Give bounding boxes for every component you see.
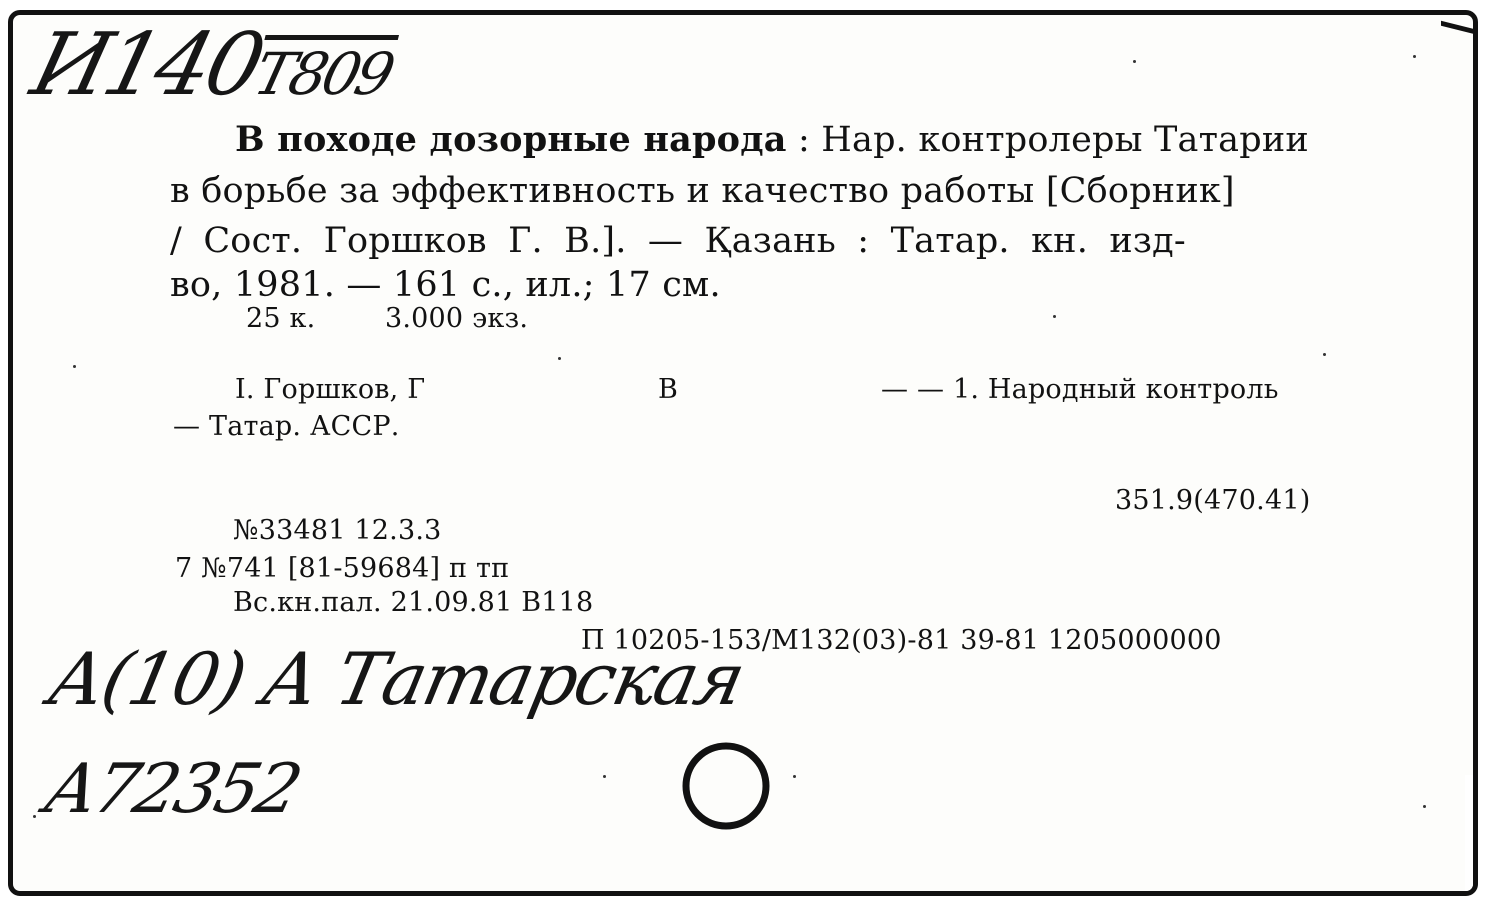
entry-title-first-word: В	[235, 119, 265, 160]
print-speck	[558, 357, 561, 360]
print-speck	[1323, 353, 1326, 356]
card-corner-mark	[1441, 21, 1475, 48]
handwritten-call-number	[23, 15, 404, 115]
print-speck	[1423, 805, 1426, 808]
catalog-card	[8, 10, 1478, 896]
entry-copies: 3.000 экз.	[385, 303, 529, 334]
card-edge-gap	[1465, 775, 1478, 896]
registry-line-2: 7 №741 [81-59684] п тп	[175, 553, 510, 584]
print-speck	[33, 815, 36, 818]
print-speck	[1133, 60, 1136, 63]
entry-line-2: в борьбе за эффективность и качество работы [Сборник]	[170, 171, 1235, 211]
entry-line-3: / Сост. Горшков Г. В.]. — Қазань : Татар. кн. изд-	[170, 221, 1186, 261]
classification-code: 351.9(470.41)	[1115, 485, 1311, 516]
tracing-initial: В	[658, 374, 679, 405]
entry-line-1	[235, 119, 1309, 160]
handwritten-inventory-number: А72352	[37, 750, 307, 829]
print-speck	[73, 365, 76, 368]
tracing-subject: — — 1. Народный контроль	[881, 374, 1279, 405]
registry-number: №33481 12.3.3	[233, 515, 442, 546]
entry-price: 25 к.	[246, 303, 316, 334]
print-speck	[793, 775, 796, 778]
entry-title: походе дозорные народа	[264, 119, 787, 160]
entry-subtitle: : Нар. контролеры Татарии	[786, 120, 1309, 160]
tracing-person: I. Горшков, Г	[235, 374, 426, 405]
registry-chamber: Вс.кн.пал. 21.09.81 В118	[233, 587, 594, 618]
handwritten-call-number-sub: Т809	[247, 40, 398, 108]
entry-line-4: во, 1981. — 161 с., ил.; 17 см.	[170, 265, 721, 305]
handwritten-location-note: А(10) А Татарская	[42, 637, 751, 721]
punched-hole-icon	[671, 730, 781, 840]
registry-index: П 10205-153/М132(03)-81 39-81 1205000000	[581, 625, 1222, 656]
print-speck	[1053, 315, 1056, 318]
print-speck	[603, 775, 606, 778]
print-speck	[1413, 55, 1416, 58]
handwritten-call-number-main: И140	[22, 15, 271, 115]
tracing-subject-cont: — Татар. АССР.	[173, 411, 400, 442]
